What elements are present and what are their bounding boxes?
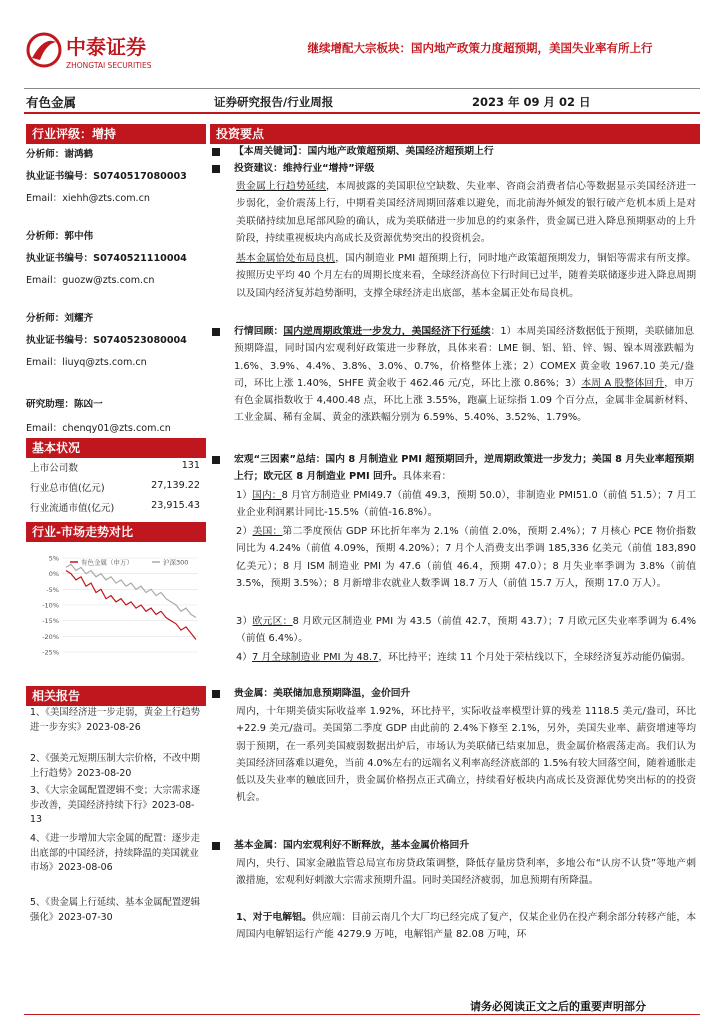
bullet-icon: [212, 456, 220, 464]
macro-summary: 宏观“三因素”总结：国内 8 月制造业 PMI 超预期回升，逆周期政策进一步发力；美国 8 月失业率超预期上行；欧元区 8 月制造业 PMI 回升。具体来看：: [234, 454, 694, 483]
y-tick-label: -20%: [42, 632, 59, 641]
analyst-3-email[interactable]: Email：liuyq@zts.com.cn: [26, 357, 147, 368]
footer-rule: [24, 1014, 700, 1015]
y-tick-label: -25%: [42, 648, 59, 657]
market-review: 行情回顾：国内逆周期政策进一步发力，美国经济下行延续：1）本周美国经济数据低于预期，美联储加息预期降温，同时国内宏观利好政策进一步释放，具体来看：LME 铜、铝、铅、锌、锡、镍本周涨跌幅为 1.6%、3.9%、4.4%、3.8%、3.0%、0.7%，价格整体上涨；2）COMEX 黄金收 1967.10 美元/盎司，环比上涨 1.40%，SHFE 黄金收于 462.46 元/克，环比上涨 0.86%；3）本周 A 股整体回升，申万有色金属指数收于 4,400.48 点，环比上涨 3.55%，跑赢上证综指 1.09 个百分点，金属非金属新材料、工业金属、稀有金属、黄金的涨跌幅分别为 6.59%、5.40%、3.52%、1.79%。: [234, 326, 695, 424]
y-tick-label: -10%: [42, 601, 59, 610]
stat-label: 行业总市值(亿元): [30, 483, 105, 494]
related-item-4[interactable]: 4、《进一步增加大宗金属的配置：逐步走出底部的中国经济，持续降温的美国就业市场》2023-08-06: [30, 833, 201, 873]
trend-title: 行业-市场走势对比: [26, 522, 206, 542]
basic-status-title: 基本状况: [26, 438, 206, 458]
base-metals-label: 基本金属：国内宏观利好不断释放，基本金属价格回升: [234, 840, 470, 851]
stat-row-float-cap: [30, 500, 200, 514]
analyst-1-email[interactable]: Email：xiehh@zts.com.cn: [26, 193, 150, 204]
analyst-2-email[interactable]: Email：guozw@zts.com.cn: [26, 275, 155, 286]
report-headline: 继续增配大宗板块：国内地产政策力度超预期，美国失业率有所上行: [307, 41, 653, 55]
related-item-1[interactable]: 1、《美国经济进一步走弱，黄金上行趋势进一步夯实》2023-08-26: [30, 707, 201, 733]
analyst-2-cert: 执业证书编号：S0740521110004: [26, 253, 187, 264]
logo-en-text: ZHONGTAI SECURITIES: [66, 61, 152, 70]
macro-us: 2）美国：第二季度预估 GDP 环比折年率为 2.1%（前值 2.0%，预期 2.4%）；7 月核心 PCE 物价指数同比为 4.24%（前值 4.09%，预期 4.20%）；7 月个人消费支出季调 185,336 亿美元（前值 183,890 亿美元）；8 月 ISM 制造业 PMI 为 47.6（前值 46.4，预期 47.0）；8 月失业率季调为 3.8%（前值 3.5%，预期 3.5%）；8 月新增非农就业人数季调 18.7 万人（前值 15.7 万人，预期 17.0 万人）。: [236, 526, 696, 589]
logo-mark-icon: [24, 28, 184, 74]
related-item-5[interactable]: 5、《贵金属上行延续、基本金属配置逻辑强化》2023-07-30: [30, 897, 201, 923]
invest-points-title: 投资要点: [210, 124, 700, 144]
advice-label: 投资建议：维持行业“增持”评级: [234, 163, 375, 174]
stat-label: 上市公司数: [30, 463, 78, 474]
bullet-icon: [212, 690, 220, 698]
report-date: 2023 年 09 月 02 日: [472, 95, 591, 109]
macro-global: 4）7 月全球制造业 PMI 为 48.7，环比持平；连续 11 个月处于荣枯线以下，全球经济复苏动能仍偏弱。: [236, 652, 691, 663]
stat-value: 27,139.22: [151, 480, 200, 491]
disclaimer-note: 请务必阅读正文之后的重要声明部分: [470, 1000, 646, 1013]
precious-metals-text: 周内，十年期美债实际收益率 1.92%，环比持平，实际收益率模型计算的残差 1118.5 美元/盎司，环比+22.9 美元/盎司。美国第二季度 GDP 由此前的 2.4%下修至 2.1%，另外，美国失业率、薪资增速等均弱于预期，在一系列美国疲弱数据出炉后，市场认为美联储已结束加息，贵金属价格震荡走高。我们认为美国经济回落难以避免，当前 4.0%左右的远端名义利率高经济底部的 1.5%有较大回落空间，随着通胀走低以及失业率的触底回升，贵金属价格拐点正式确立，持续看好板块内高成长及资源优势突出标的的投资机会。: [236, 706, 696, 804]
advice-paragraph-1: 贵金属上行趋势延续，本周披露的美国职位空缺数、失业率、咨商会消费者信心等数据显示美国经济进一步弱化，金价震荡上行，中期看美国经济周期回落难以避免，而北前海外倾发的银行破产危机本质上是对美联储持续加息尾部风险的确认，成为美联储进一步加息的约束条件，贵金属已进入降息预期驱动的上升阶段，持续重视板块内高成长及资源优势突出的投资机会。: [236, 181, 697, 244]
stat-row-total-cap: [30, 480, 200, 494]
assistant-email[interactable]: Email：chenqy01@zts.com.cn: [26, 423, 171, 434]
stat-row-companies: [30, 460, 200, 474]
advice-paragraph-2: 基本金属恰处布局良机，国内制造业 PMI 超预期上行，同时地产政策超预期发力，铜铝等需求有所支撑。按照历史平均 40 个月左右的周期长度来看，全球经济高位下行时间已过半，随着美联储逐步进入降息周期以及国内经济复苏趋势渐明，支撑全球经济走出底部，基本金属正处布局良机。: [236, 253, 697, 299]
sector-name: 有色金属: [26, 95, 77, 110]
header-rule: [24, 88, 700, 89]
y-tick-label: 5%: [48, 554, 59, 563]
macro-eurozone: 3）欧元区：8 月欧元区制造业 PMI 为 43.5（前值 42.7，预期 43.7）；7 月欧元区失业率季调为 6.4%（前值 6.4%）。: [236, 616, 697, 645]
related-title: 相关报告: [26, 686, 206, 706]
macro-china: 1）国内：8 月官方制造业 PMI49.7（前值 49.3，预期 50.0），非制造业 PMI51.0（前值 51.5）；7 月工业企业利润累计同比-15.5%（前值-16.8%）。: [236, 490, 697, 519]
bullet-icon: [212, 165, 220, 173]
analyst-1-cert: 执业证书编号：S0740517080003: [26, 171, 187, 182]
stat-label: 行业流通市值(亿元): [30, 503, 115, 514]
logo-cn-text: 中泰证券: [66, 35, 146, 59]
keywords-line: 【本周关键词】：国内地产政策超预期、美国经济超预期上行: [234, 146, 494, 157]
trend-chart: [36, 550, 202, 660]
related-item-3[interactable]: 3、《大宗金属配置逻辑不变；大宗需求逐步改善，美国经济持续下行》2023-08-13: [30, 785, 201, 825]
legend-label: 沪深300: [163, 558, 189, 567]
company-logo: [24, 28, 184, 74]
stat-value: 23,915.43: [151, 500, 200, 511]
y-tick-label: 0%: [48, 570, 59, 579]
report-type: 证券研究报告/行业周报: [214, 95, 334, 109]
bullet-icon: [212, 842, 220, 850]
base-metals-text: 周内，央行、国家金融监管总局宣布房贷政策调整，降低存量房贷利率，多地公布“认房不认贷”等地产刺激措施，宏观利好刺激大宗需求预期升温。同时美国经济疲弱，加息预期有所降温。: [236, 858, 696, 887]
y-tick-label: -15%: [42, 617, 59, 626]
stat-value: 131: [181, 460, 200, 471]
aluminum-text: 1、对于电解铝。供应端：目前云南几个大厂均已经完成了复产，仅某企业仍在投产剩余部分转移产能，本周国内电解铝运行产能 4279.9 万吨，电解铝产量 82.08 万吨，环: [236, 912, 696, 941]
assistant-name: 研究助理：陈凶一: [26, 399, 103, 410]
rating-title: 行业评级：增持: [26, 124, 206, 144]
bullet-icon: [212, 148, 220, 156]
header-red-rule: [24, 112, 700, 114]
bullet-icon: [212, 328, 220, 336]
related-item-2[interactable]: 2、《强美元短期压制大宗价格，不改中期上行趋势》2023-08-20: [30, 753, 201, 779]
analyst-2-name: 分析师：郭中伟: [26, 231, 94, 242]
series-line-2: [66, 564, 196, 617]
analyst-3-name: 分析师：刘耀齐: [26, 313, 94, 324]
analyst-3-cert: 执业证书编号：S0740523080004: [26, 335, 187, 346]
y-tick-label: -5%: [46, 585, 59, 594]
analyst-1-name: 分析师：谢鸿鹤: [26, 149, 94, 160]
precious-metals-label: 贵金属：美联储加息预期降温，金价回升: [234, 688, 411, 699]
legend-label: 有色金属（申万）: [81, 558, 133, 567]
